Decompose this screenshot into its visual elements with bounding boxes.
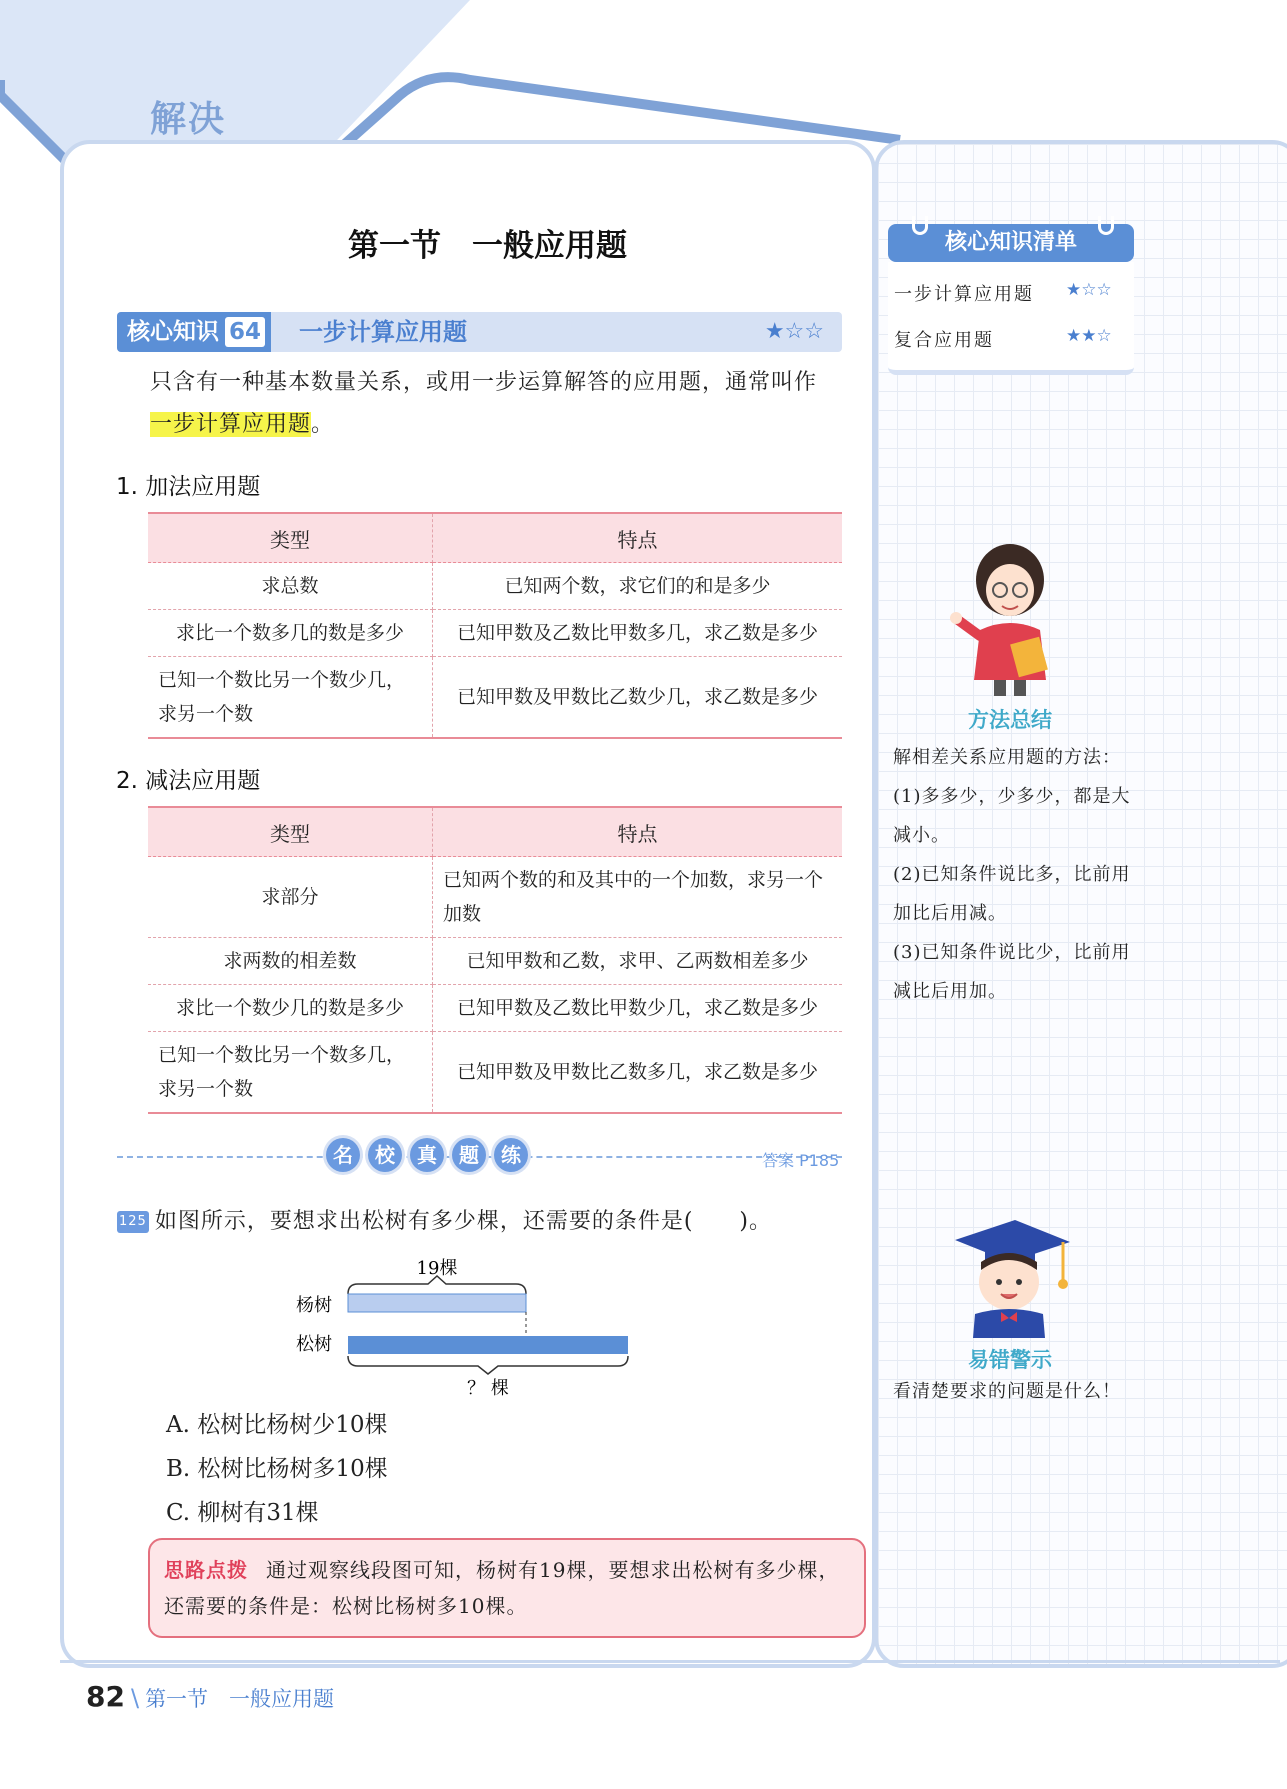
checklist-item: 一步计算应用题 xyxy=(894,284,1034,305)
practice-char: 真 xyxy=(410,1138,444,1172)
warning-text: 看清楚要求的问题是什么！ xyxy=(893,1381,1121,1402)
table-row: 求总数 已知两个数，求它们的和是多少 xyxy=(148,563,842,610)
hint-text: 通过观察线段图可知，杨树有19棵，要想求出松树有多少棵，还需要的条件是：松树比杨树多10棵。 xyxy=(164,1558,840,1618)
checklist-box xyxy=(888,262,1134,375)
row-label-pine: 松树 xyxy=(296,1334,332,1355)
intro-paragraph: 只含有一种基本数量关系，或用一步运算解答的应用题，通常叫作一步计算应用题。 xyxy=(150,370,818,437)
practice-char: 题 xyxy=(452,1138,486,1172)
footer-separator: \ xyxy=(130,1684,140,1712)
checklist-title: 核心知识清单 xyxy=(888,224,1134,262)
checklist-stars: ★★☆ xyxy=(1066,326,1112,346)
knowledge-title: 一步计算应用题 xyxy=(299,318,467,346)
table-header: 特点 xyxy=(433,807,843,857)
table-row: 求比一个数多几的数是多少 已知甲数及乙数比甲数多几，求乙数是多少 xyxy=(148,610,842,657)
method-title: 方法总结 xyxy=(968,708,1052,732)
table-row: 求部分 已知两个数的和及其中的一个加数，求另一个加数 xyxy=(148,857,842,938)
warning-title: 易错警示 xyxy=(968,1348,1052,1372)
option-c: C. 柳树有31棵 xyxy=(166,1500,319,1526)
answer-reference: 答案 P185 xyxy=(762,1151,840,1170)
line-segment-diagram xyxy=(280,1250,740,1400)
knowledge-badge: 核心知识 64 xyxy=(117,312,271,352)
table-header: 类型 xyxy=(148,513,433,563)
page-footer xyxy=(86,1680,334,1713)
addition-heading: 1. 加法应用题 xyxy=(116,474,261,500)
pine-bar xyxy=(348,1336,628,1354)
knowledge-number: 64 xyxy=(225,317,265,347)
question-number: 125 xyxy=(117,1211,149,1233)
footer-section: 第一节 一般应用题 xyxy=(145,1687,335,1711)
practice-char: 名 xyxy=(326,1138,360,1172)
subtraction-heading: 2. 减法应用题 xyxy=(116,768,261,794)
checklist-stars: ★☆☆ xyxy=(1066,280,1112,300)
addition-table xyxy=(148,512,842,739)
knowledge-bar xyxy=(117,312,842,352)
teacher-illustration-icon xyxy=(950,540,1070,700)
question-text: 如图所示，要想求出松树有多少棵，还需要的条件是( )。 xyxy=(154,1209,772,1234)
chapter-title: 解决 xyxy=(150,99,227,140)
table-header: 特点 xyxy=(433,513,843,563)
top-label: 19棵 xyxy=(416,1258,458,1279)
checklist-item: 复合应用题 xyxy=(894,330,994,351)
hint-label: 思路点拨 xyxy=(164,1558,248,1582)
method-summary: 解相差关系应用题的方法： (1)多多少，少多少，都是大减小。 (2)已知条件说比多，比前用加比后用减。 (3)已知条件说比少，比前用减比后用加。 xyxy=(893,747,1131,1002)
graduate-illustration-icon xyxy=(945,1210,1075,1340)
question xyxy=(117,1204,772,1235)
footer-rule xyxy=(60,1660,1280,1663)
hint-box xyxy=(148,1538,866,1638)
option-a: A. 松树比杨树少10棵 xyxy=(166,1412,388,1438)
page-number: 82 xyxy=(86,1680,125,1713)
section-title: 第一节 一般应用题 xyxy=(348,228,627,264)
practice-char: 校 xyxy=(368,1138,402,1172)
table-row: 已知一个数比另一个数多几，求另一个数 已知甲数及甲数比乙数多几，求乙数是多少 xyxy=(148,1032,842,1114)
table-row: 求比一个数少几的数是多少 已知甲数及乙数比甲数少几，求乙数是多少 xyxy=(148,985,842,1032)
subtraction-table xyxy=(148,806,842,1114)
ring-icon xyxy=(912,216,928,235)
highlight-term: 一步计算应用题 xyxy=(150,412,312,437)
table-row: 已知一个数比另一个数少几，求另一个数 已知甲数及甲数比乙数少几，求乙数是多少 xyxy=(148,657,842,739)
practice-char: 练 xyxy=(494,1138,528,1172)
option-b: B. 松树比杨树多10棵 xyxy=(166,1456,388,1482)
table-row: 求两数的相差数 已知甲数和乙数，求甲、乙两数相差多少 xyxy=(148,938,842,985)
poplar-bar xyxy=(348,1294,526,1312)
bottom-label: ？ 棵 xyxy=(467,1378,509,1399)
table-header: 类型 xyxy=(148,807,433,857)
ring-icon xyxy=(1098,216,1114,235)
practice-banner xyxy=(326,1138,528,1172)
difficulty-stars: ★☆☆ xyxy=(764,319,824,344)
row-label-poplar: 杨树 xyxy=(296,1295,332,1316)
